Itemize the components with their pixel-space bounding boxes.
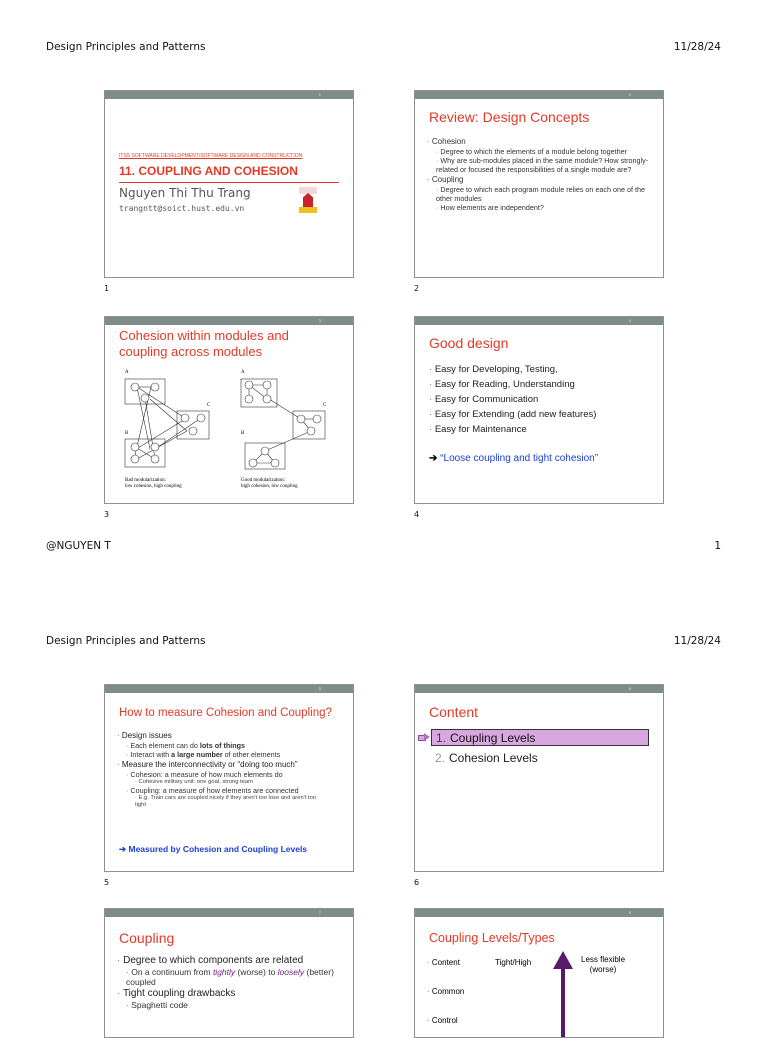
- title-divider: [119, 182, 339, 183]
- list-item: · Easy for Reading, Understanding: [429, 377, 657, 392]
- page1-footer-right: 1: [714, 540, 721, 552]
- slide-bar: 1: [105, 91, 353, 99]
- author-email: trangntt@soict.hust.edu.vn: [119, 204, 245, 213]
- slide-title: 11. COUPLING AND COHESION: [119, 164, 298, 178]
- up-arrow-icon: [557, 951, 569, 1031]
- list-item: · Easy for Developing, Testing,: [429, 362, 657, 377]
- slide-title: Review: Design Concepts: [429, 109, 590, 125]
- level-content: · Content: [427, 958, 460, 967]
- slide-6-number: 6: [414, 878, 420, 887]
- sub-bullet: · How elements are independent?: [436, 203, 655, 212]
- caption-bad: Bad modularization: low cohesion, high coupling: [125, 478, 182, 489]
- sub-bullet: · Cohesion: a measure of how much elements do: [126, 770, 345, 779]
- slide-5-number: 5: [104, 878, 110, 887]
- sub-bullet: · Spaghetti code: [126, 1000, 345, 1010]
- content-item-2[interactable]: 2. Cohesion Levels: [435, 751, 538, 765]
- page2-header-right: 11/28/24: [673, 635, 721, 647]
- slide-title: Cohesion within modules and coupling across modules: [119, 328, 289, 359]
- slide-title: Content: [429, 704, 479, 720]
- list-item: · Easy for Extending (add new features): [429, 407, 657, 422]
- slide-1-number: 1: [104, 284, 110, 293]
- sub-bullet: · Each element can do lots of things: [126, 741, 345, 750]
- slide-title: How to measure Cohesion and Coupling?: [119, 707, 332, 719]
- level-common: · Common: [427, 987, 464, 996]
- author-name: Nguyen Thi Thu Trang: [119, 186, 251, 200]
- content-item-1[interactable]: 1. Coupling Levels: [431, 729, 649, 746]
- bullet: · Degree to which components are related: [117, 954, 345, 967]
- page1-header-left: Design Principles and Patterns: [46, 41, 206, 53]
- slide-3-number: 3: [104, 510, 110, 519]
- bullet: · Design issues: [117, 730, 345, 741]
- slide-2: [414, 90, 664, 278]
- slide-title: Coupling Levels/Types: [429, 931, 555, 945]
- slide-5: [104, 684, 354, 872]
- course-line: ITSS SOFTWARE DEVELOPMENT/SOFTWARE DESIGN AND CONSTRUCTION: [119, 153, 303, 159]
- module-label-b: B: [125, 431, 129, 436]
- slide-bar: 7: [105, 909, 353, 917]
- slide-bar: 5: [105, 685, 353, 693]
- conclusion: ➔ “Loose coupling and tight cohesion”: [429, 453, 599, 464]
- slide-1: [104, 90, 354, 278]
- less-flexible-label: Less flexible (worse): [581, 955, 626, 974]
- module-label-a: A: [241, 370, 245, 375]
- slide-title: Good design: [429, 335, 509, 351]
- module-label-b: B: [241, 431, 245, 436]
- pointer-arrow-icon: [418, 733, 430, 741]
- bullet-cohesion: · Cohesion: [427, 136, 655, 147]
- slide-4: [414, 316, 664, 504]
- bullet: · Tight coupling drawbacks: [117, 987, 345, 1000]
- sub-sub-bullet: · Cohesive military unit: one goal, strong team: [135, 779, 345, 786]
- slide-4-number: 4: [414, 510, 420, 519]
- sub-bullet: · On a continuum from tightly (worse) to loosely (better) coupled: [126, 967, 336, 987]
- module-label-c: C: [207, 403, 211, 408]
- university-logo: [299, 187, 317, 213]
- slide-8: [414, 908, 664, 1038]
- slide-7: [104, 908, 354, 1038]
- slide-bar: 4: [415, 317, 663, 325]
- sub-bullet: · Degree to which each program module relies on each one of the other modules: [436, 185, 655, 203]
- slide-bar: 2: [415, 91, 663, 99]
- tight-high-label: Tight/High: [495, 958, 532, 967]
- bullet: · Measure the interconnectivity or “doing too much”: [117, 759, 345, 770]
- module-label-c: C: [323, 403, 327, 408]
- sub-bullet: · Coupling: a measure of how elements are connected: [126, 786, 345, 795]
- slide-6: [414, 684, 664, 872]
- sub-bullet: · Why are sub-modules placed in the same module? How strongly-related or focused the responsibilities of a single module are?: [436, 156, 655, 174]
- sub-bullet: · Interact with a large number of other elements: [126, 750, 345, 759]
- level-control: · Control: [427, 1016, 458, 1025]
- slide-bar: 3: [105, 317, 353, 325]
- list-item: · Easy for Communication: [429, 392, 657, 407]
- arrow-right-icon: ➔: [119, 844, 127, 854]
- slide-2-number: 2: [414, 284, 420, 293]
- page2-header-left: Design Principles and Patterns: [46, 635, 206, 647]
- page1-footer-left: @NGUYEN T: [46, 540, 111, 552]
- list-item: · Easy for Maintenance: [429, 422, 657, 437]
- slide-bar: 6: [415, 685, 663, 693]
- slide-title: Coupling: [119, 930, 175, 946]
- slide-bar: 8: [415, 909, 663, 917]
- sub-sub-bullet: · E.g. Train cars are coupled nicely if they aren't too lose and aren't too tight: [135, 795, 325, 809]
- conclusion: ➔ Measured by Cohesion and Coupling Levels: [119, 844, 308, 854]
- module-label-a: A: [125, 370, 129, 375]
- bullet-coupling: · Coupling: [427, 174, 655, 185]
- page1-header-right: 11/28/24: [673, 41, 721, 53]
- slide-3: [104, 316, 354, 504]
- caption-good: Good modularization: high cohesion, low coupling: [241, 478, 298, 489]
- arrow-right-icon: ➔: [429, 453, 438, 464]
- sub-bullet: · Degree to which the elements of a module belong together: [436, 147, 655, 156]
